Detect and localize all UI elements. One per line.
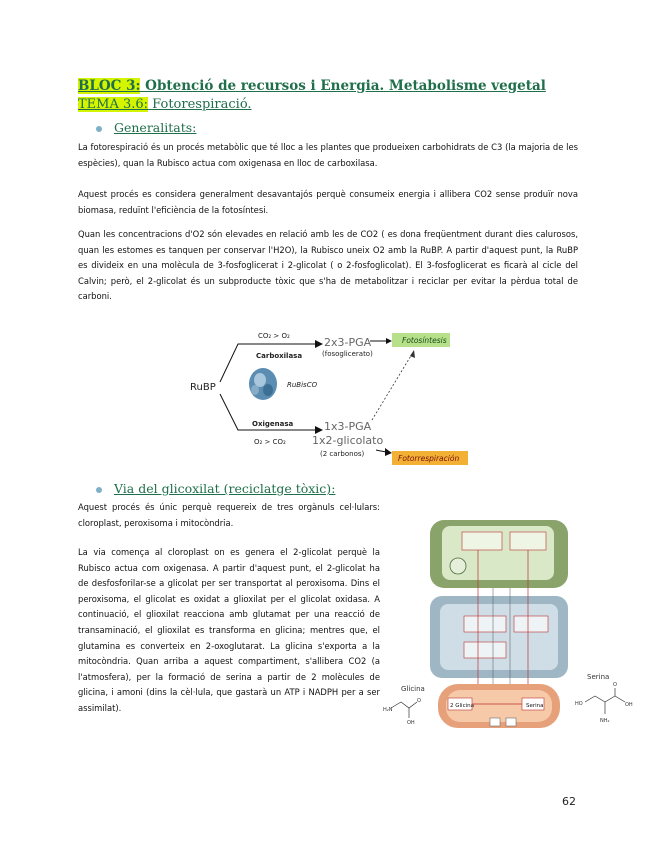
section-heading-glicoxilat — [96, 481, 335, 496]
svg-text:OH: OH — [625, 702, 633, 708]
carbox-product: 2x3-PGA — [324, 336, 372, 349]
svg-text:H₂N: H₂N — [383, 707, 393, 713]
fotorespiracion-tag-text: Fotorrespiración — [398, 454, 460, 463]
bullet-icon — [96, 487, 102, 493]
bullet-icon — [96, 126, 102, 132]
svg-text:O: O — [417, 698, 421, 704]
svg-text:OH: OH — [407, 720, 415, 726]
oxig-product-2: 1x2-glicolato — [312, 434, 384, 447]
section-heading-generalitats — [96, 120, 196, 135]
carbox-condition: CO₂ > O₂ — [258, 332, 290, 340]
rubisco-label: RuBisCO — [287, 381, 318, 389]
paragraph-glicoxilat-1: Aquest procés és únic perquè requereix de tres orgànuls cel·lulars: cloroplast, peroxisoma i mitocòndria. — [78, 502, 380, 528]
fotosintesis-tag-text: Fotosíntesis — [402, 336, 447, 345]
serina-box-label: Serina — [526, 703, 544, 709]
tema-title — [78, 97, 252, 112]
rubisco-diagram — [190, 320, 490, 470]
glicina-label: Glicina — [401, 685, 425, 693]
glicina-molecule — [383, 682, 433, 732]
recycle-connector — [372, 354, 412, 420]
tema-label: TEMA 3.6: — [78, 97, 149, 112]
paragraph-generalitats-1: La fotorespiració és un procés metabòlic que té lloc a les plantes que produeixen carbohidrats de C3 (la majoria de les espècies), quan la Rubisco actua com oxigenasa en lloc de carboxilasa. — [78, 142, 578, 168]
carbox-product-note: (fosoglicerato) — [322, 350, 373, 358]
bloc-title-text: Obtenció de recursos i Energia. Metabolisme vegetal — [140, 78, 546, 94]
bloc-label: BLOC 3: — [78, 78, 141, 94]
rubisco-protein-icon — [249, 368, 277, 400]
page-number: 62 — [562, 795, 576, 808]
oxig-product-2-note: (2 carbonos) — [320, 450, 365, 458]
bloc-title — [78, 78, 546, 94]
serina-molecule — [575, 670, 635, 726]
tema-title-text: Fotorespiració. — [148, 97, 252, 112]
glicina-box-label: 2 Glicina — [450, 703, 474, 709]
heading-text: Generalitats: — [114, 120, 197, 135]
serina-label: Serina — [587, 673, 610, 681]
paragraph-generalitats-3: Quan les concentracions d'O2 són elevades en relació amb les de CO2 ( es dona freqüentment durant dies calurosos, quan les estomes es tanquen per conservar l'H2O), la Rubisco uneix O2 amb la RuBP. A partir d'aquest punt, la RuBP es divideix en una molècula de 3-fosfoglicerat i 2-glicolat ( o 2-fosfoglicolat). El 3-fosfoglicerat es ficarà al cicle del Calvin; però, el 2-glicolat és un subproducte tòxic que s'ha de metabolitzar i reciclar per evitar la pèrdua total de carboni. — [78, 229, 578, 302]
carbox-enzyme: Carboxilasa — [256, 352, 303, 360]
svg-text:O: O — [613, 682, 617, 688]
oxig-product-1: 1x3-PGA — [324, 420, 372, 433]
paragraph-generalitats-2: Aquest procés es considera generalment desavantajós perquè consumeix energia i allibera CO2 sense produïr nova biomasa, reduïnt l'eficiència de la fotosíntesi. — [78, 189, 578, 215]
rubp-label: RuBP — [190, 382, 216, 393]
photorespiration-pathway-figure — [418, 518, 578, 738]
paragraph-glicoxilat-2: La via comença al cloroplast on es genera el 2-glicolat perquè la Rubisco actua com oxigenasa. A partir d'aquest punt, el 2-glicolat ha de desfosforilar-se a glicolat per ser transportat al peroxisoma. Dins el peroxisoma, el glicolat es oxidat a glioxilat per el glicolat oxidasa. A continuació, el glioxilat reacciona amb glutamat per una reacció de transaminació, el glioxilat es transforma en glicina; mentres que, el glutamina es converteix en 2-oxoglutarat. La glicina s'exporta a la mitocòndria. Quan arriba a aquest compartiment, s'allibera CO2 (a l'atmosfera), per la formació de serina a partir de 2 molècules de glicina, i amoni (dins la cèl·lula, que gastarà un ATP i NADPH per a ser assimilat). — [78, 547, 380, 713]
heading-text: Via del glicoxilat (reciclatge tòxic): — [114, 481, 336, 496]
oxig-condition: O₂ > CO₂ — [254, 438, 286, 446]
svg-text:NH₂: NH₂ — [600, 718, 610, 724]
svg-text:HO: HO — [575, 701, 583, 707]
oxig-enzyme: Oxigenasa — [252, 420, 294, 428]
